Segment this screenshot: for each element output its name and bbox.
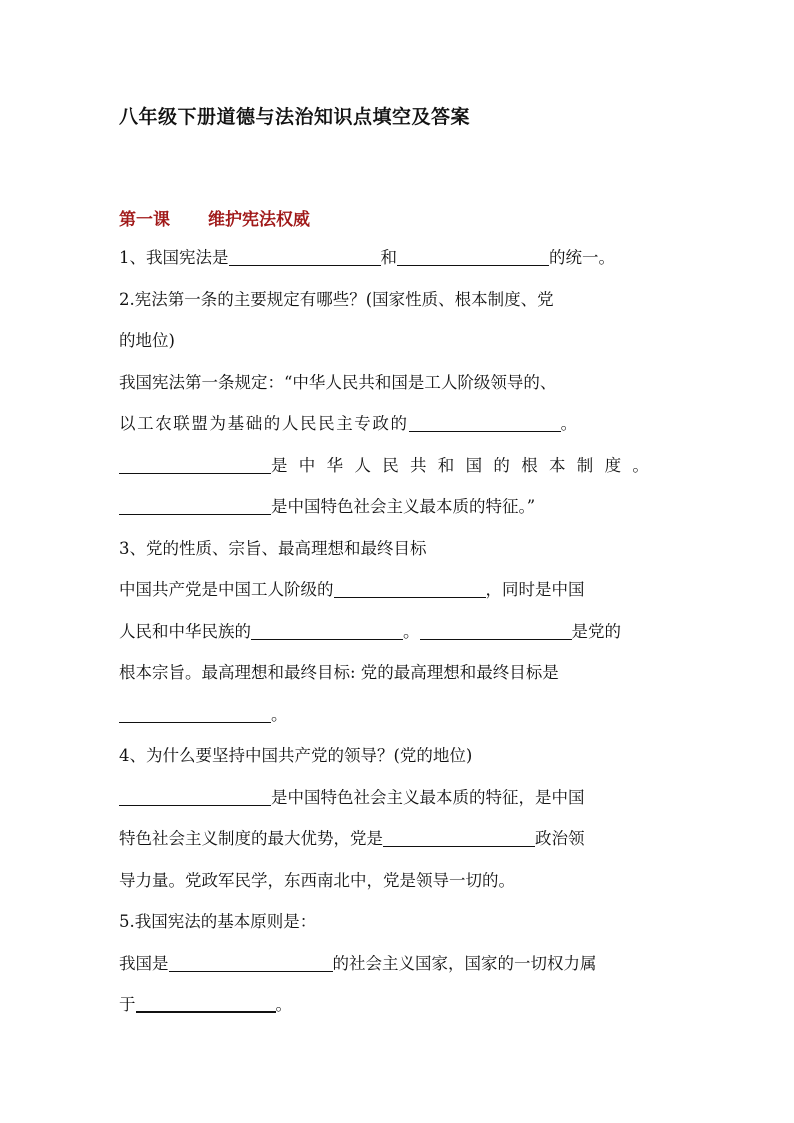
text-segment: 我国宪法第一条规定：“中华人民共和国是工人阶级领导的、: [119, 372, 557, 392]
fill-blank[interactable]: [169, 953, 333, 972]
answer-5-line: [119, 943, 675, 985]
answer-3-line-cont: [119, 694, 675, 736]
fill-blank[interactable]: [409, 413, 561, 432]
text-segment: 是中国特色社会主义最本质的特征，是中国: [271, 787, 585, 807]
lesson-name: 维护宪法权威: [208, 210, 310, 230]
text-segment: 是党的: [571, 621, 621, 641]
fill-blank[interactable]: [251, 621, 403, 640]
text-segment: 我国是: [119, 953, 169, 973]
text-segment: 中国共产党是中国工人阶级的: [119, 580, 334, 599]
answer-3-line-cont: [119, 611, 675, 653]
text-segment: 特色社会主义制度的最大优势，党是: [119, 829, 383, 848]
text-segment: 和: [380, 248, 397, 267]
text-segment: 人民和中华民族的: [119, 621, 251, 641]
answer-4-line-cont: [119, 818, 675, 860]
answer-2-line: [119, 362, 675, 404]
answer-4-line: [119, 777, 675, 819]
answer-2-line-cont: [119, 486, 675, 528]
page-title: 八年级下册道德与法治知识点填空及答案: [119, 106, 471, 128]
answer-5-line-cont: [119, 984, 675, 1026]
answer-2-line-cont: [119, 403, 675, 445]
text-segment: 3、党的性质、宗旨、最高理想和最终目标: [119, 538, 427, 558]
text-segment: 是中华人民共和国的根本制度。: [271, 455, 661, 475]
text-segment: 1、我国宪法是: [119, 248, 229, 267]
content-body: [119, 237, 675, 1026]
text-segment: ，同时是中国: [485, 580, 585, 599]
text-segment: 。: [403, 621, 420, 641]
text-segment: 。: [271, 704, 288, 724]
fill-blank[interactable]: [119, 787, 271, 806]
text-segment: 导力量。党政军民学，东西南北中，党是领导一切的。: [119, 870, 515, 890]
text-segment: 是中国特色社会主义最本质的特征。”: [271, 497, 536, 516]
fill-blank[interactable]: [136, 993, 276, 1013]
text-segment: 于: [119, 995, 136, 1014]
text-segment: 。: [560, 414, 579, 433]
text-segment: 。: [275, 995, 292, 1014]
fill-blank[interactable]: [397, 247, 549, 266]
answer-2-line-cont: [119, 445, 675, 487]
question-5-line: [119, 901, 675, 943]
text-segment: 4、为什么要坚持中国共产党的领导？(党的地位): [119, 746, 473, 765]
lesson-heading: [119, 205, 310, 230]
fill-blank[interactable]: [334, 579, 486, 598]
fill-blank[interactable]: [119, 496, 271, 515]
answer-4-line-cont: [119, 860, 675, 902]
answer-3-line: [119, 569, 675, 611]
question-4-line: [119, 735, 675, 777]
fill-blank[interactable]: [229, 247, 381, 266]
text-segment: 的社会主义国家，国家的一切权力属: [332, 953, 597, 973]
text-segment: 政治领: [535, 829, 585, 848]
fill-blank[interactable]: [119, 704, 271, 723]
text-segment: 根本宗旨。最高理想和最终目标: 党的最高理想和最终目标是: [119, 663, 559, 682]
fill-blank[interactable]: [119, 455, 271, 474]
question-3-line: [119, 528, 675, 570]
answer-3-line-cont: [119, 652, 675, 694]
text-segment: 以工农联盟为基础的人民民主专政的: [119, 414, 409, 433]
question-1-line: [119, 237, 675, 279]
text-segment: 2.宪法第一条的主要规定有哪些？(国家性质、根本制度、党: [119, 289, 554, 309]
text-segment: 的地位): [119, 331, 175, 350]
lesson-label: 第一课: [119, 210, 170, 230]
fill-blank[interactable]: [420, 621, 572, 640]
question-2-line-cont: [119, 320, 675, 362]
text-segment: 的统一。: [549, 248, 615, 267]
fill-blank[interactable]: [383, 828, 535, 847]
question-2-line: [119, 279, 675, 321]
text-segment: 5.我国宪法的基本原则是：: [119, 912, 317, 931]
